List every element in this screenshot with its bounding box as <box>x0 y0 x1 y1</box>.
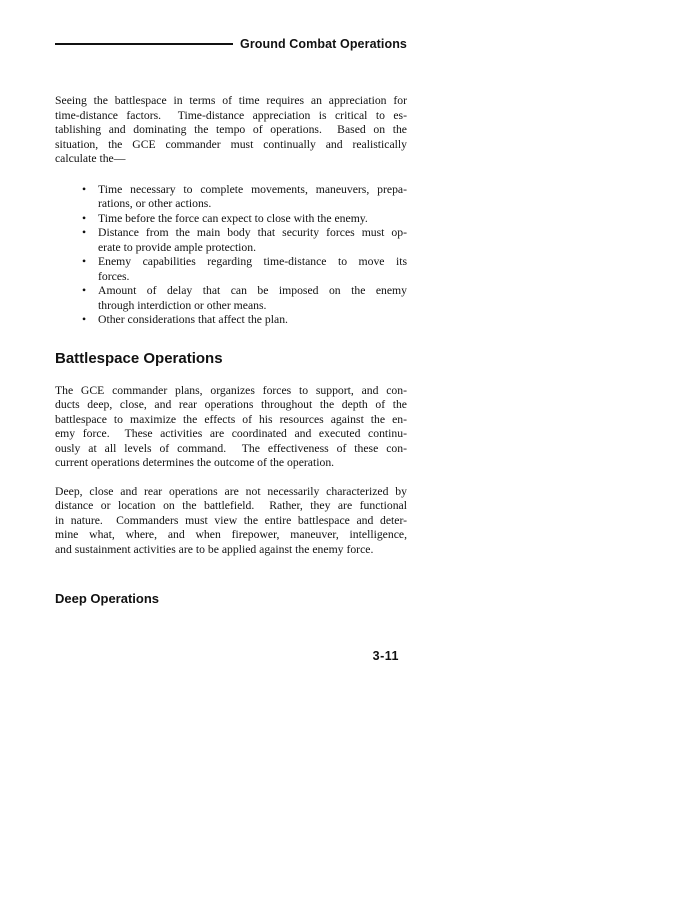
page-header <box>55 36 407 52</box>
intro-paragraph: Seeing the battlespace in terms of time requires an appreciation for time-distance factors. Time-distance appreciation is critical to es- tablishing and dominating the tempo of operations. Based on the situation, the GCE commander must continually and realistically calculate the— <box>55 94 407 165</box>
list-item-text: Distance from the main body that security forces must op- erate to provide ample protection. <box>98 226 407 254</box>
list-item-text: Other considerations that affect the plan. <box>98 313 288 326</box>
bullet-icon: • <box>82 226 87 239</box>
bullet-icon: • <box>82 313 87 326</box>
list-item <box>82 183 407 212</box>
list-item-text: Amount of delay that can be imposed on the enemy through interdiction or other means. <box>98 284 407 312</box>
bullet-icon: • <box>82 211 87 225</box>
list-item-text: Enemy capabilities regarding time-distance to move its forces. <box>98 255 407 283</box>
list-item <box>82 255 407 284</box>
bullet-icon: • <box>82 284 87 297</box>
bullet-icon: • <box>82 255 87 268</box>
page-number: 3-11 <box>372 649 399 663</box>
list-item <box>82 284 407 313</box>
list-item-text: Time necessary to complete movements, maneuvers, prepa- rations, or other actions. <box>98 182 407 210</box>
page-body <box>55 94 407 663</box>
list-item <box>82 226 407 255</box>
header-rule <box>55 43 233 45</box>
running-header-title: Ground Combat Operations <box>240 37 407 51</box>
section-heading-deep-operations: Deep Operations <box>55 591 160 606</box>
list-item-text: Time before the force can expect to close with the enemy. <box>98 211 368 225</box>
list-item <box>82 212 407 227</box>
list-item <box>82 313 407 328</box>
section-heading-battlespace-operations: Battlespace Operations <box>55 349 223 367</box>
body-paragraph: Deep, close and rear operations are not necessarily characterized by distance or location on the battlefield. Rather, they are functional in nature. Commanders must view the entire battlespace and deter- mine what, where, and when firepower, maneuver, intelligence, and sustainment activities are to be applied against the enemy force. <box>55 484 407 556</box>
body-paragraph: The GCE commander plans, organizes forces to support, and con- ducts deep, close, and rear operations throughout the depth of the battlespace to maximize the effects of his resources against the en- emy force. These activities are coordinated and executed continu- ously at all levels of command. The effectiveness of these con- current operations determines the outcome of the operation. <box>55 383 407 469</box>
bullet-list <box>55 183 407 328</box>
bullet-icon: • <box>82 182 87 196</box>
